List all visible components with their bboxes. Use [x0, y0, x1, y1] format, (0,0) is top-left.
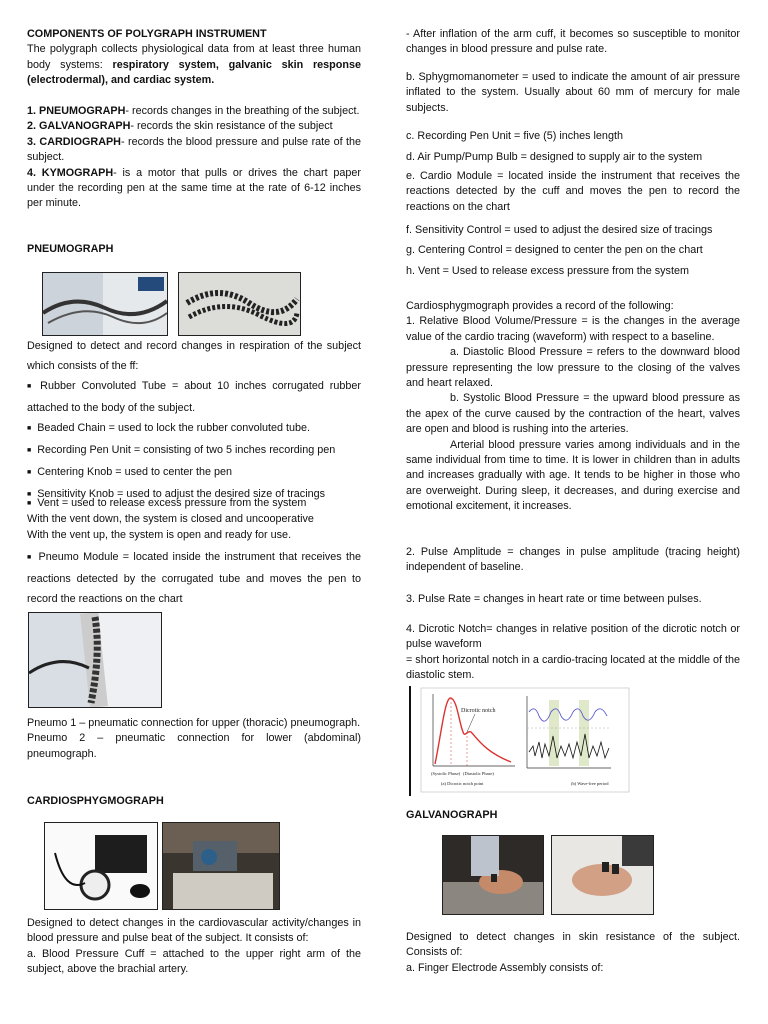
intro-systems: respiratory system, galvanic skin response (electrodermal), and cardiac system.	[27, 58, 361, 87]
pneumograph-parts-list	[27, 376, 361, 506]
pneumograph-photo-2	[178, 272, 301, 336]
cardio-records-block	[406, 299, 740, 515]
vent-block	[27, 496, 361, 543]
cardio-item-e: e. Cardio Module = located inside the instrument that receives the reactions detected by the cuff and moves the pen to record the reactions on the chart	[406, 170, 740, 213]
pneumo-connections	[27, 716, 361, 762]
component-item-2: 2. GALVANOGRAPH- records the skin resistance of the subject	[27, 120, 333, 133]
cardio-exam-photo	[162, 822, 280, 910]
cardio-item-d: d. Air Pump/Pump Bulb = designed to supply air to the system	[406, 151, 703, 163]
components-list	[27, 104, 361, 212]
list-item: ■ Vent = used to release excess pressure from the system	[27, 496, 361, 512]
provides-intro: Cardiosphygmograph provides a record of the following:	[406, 300, 674, 312]
intro-text: The polygraph collects physiological data from at least three human body systems:	[27, 43, 361, 71]
galvanograph-block	[406, 930, 740, 976]
dicrotic-notch-def: = short horizontal notch in a cardio-tracing located at the middle of the diastolic stem.	[406, 653, 740, 682]
dicrotic-notch-item: 4. Dicrotic Notch= changes in relative position of the dicrotic notch or pulse waveform	[406, 623, 740, 651]
notch-label: Dicrotic notch	[461, 708, 496, 714]
vent-down-note: With the vent down, the system is closed and uncooperative	[27, 513, 314, 526]
systolic-item: b. Systolic Blood Pressure = the upward blood pressure as the apex of the curve caused by the contraction of the heart, valves are open and blood is rushing into the arteries.	[406, 392, 740, 436]
pneumograph-description: Designed to detect and record changes in respiration of the subject which consists of the ff:	[27, 340, 361, 372]
pneumograph-heading: PNEUMOGRAPH	[27, 243, 114, 255]
sphygmomanometer-item: b. Sphygmomanometer = used to indicate the amount of air pressure inflated to the system. Usually about 60 mm of mercury for male subjects.	[406, 71, 740, 114]
pneumograph-photo-3	[28, 612, 162, 708]
list-item: ■ Beaded Chain = used to lock the rubber convoluted tube.	[27, 418, 361, 440]
cardio-item-g: g. Centering Control = designed to center the pen on the chart	[406, 244, 703, 256]
component-item-1: 1. PNEUMOGRAPH- records changes in the breathing of the subject.	[27, 105, 360, 117]
cardio-item-h: h. Vent = Used to release excess pressure from the system	[406, 265, 689, 277]
list-item: ■ Recording Pen Unit = consisting of two 5 inches recording pen	[27, 440, 361, 462]
cardio-item-a: a. Blood Pressure Cuff = attached to the upper right arm of the subject, above the brachial artery.	[27, 947, 361, 976]
dicrotic-block	[406, 622, 740, 684]
cardiosphygmograph-heading: CARDIOSPHYGMOGRAPH	[27, 795, 164, 807]
galvanograph-heading: GALVANOGRAPH	[406, 809, 498, 821]
galvanograph-photo-2	[551, 835, 654, 915]
vent-up-note: With the vent up, the system is open and ready for use.	[27, 528, 292, 541]
pneumo-2-note: Pneumo 2 – pneumatic connection for lower (abdominal) pneumograph.	[27, 732, 361, 760]
list-item: ■ Centering Knob = used to center the pen	[27, 462, 361, 484]
cuff-photo	[44, 822, 158, 910]
intro-block	[27, 27, 361, 89]
pneumo-module-item: ■ Pneumo Module = located inside the instrument that receives the reactions detected by the corrugated tube and moves the pen to record the reactions on the chart	[27, 547, 361, 609]
cardio-description: Designed to detect changes in the cardiovascular activity/changes in blood pressure and pulse beat of the subject. It consists of:	[27, 917, 361, 945]
relative-blood-volume: 1. Relative Blood Volume/Pressure = is the changes in the average value of the cardio tracing (waveform) with respect to a baseline.	[406, 315, 740, 343]
pneumograph-photo-1	[42, 272, 168, 336]
diastolic-phase-label: (Diastolic Phase)	[463, 771, 494, 776]
pulse-rate-item: 3. Pulse Rate = changes in heart rate or time between pulses.	[406, 593, 702, 605]
galvanograph-description: Designed to detect changes in skin resistance of the subject. Consists of:	[406, 931, 740, 959]
list-item: ■ Rubber Convoluted Tube = about 10 inches corrugated rubber attached to the body of the subject.	[27, 376, 361, 418]
arterial-pressure-note: Arterial blood pressure varies among individuals and in the same individual from time to time. It is lower in children than in adults and increases gradually with age. It tends to be higher in those who are overweight. During sleep, it decreases, and during exercise and emotional excitement, it increases.	[406, 438, 740, 513]
galvanograph-photo-1	[442, 835, 544, 915]
systolic-phase-label: (Systolic Phase)	[431, 771, 461, 776]
component-item-3: 3. CARDIOGRAPH- records the blood pressure and pulse rate of the subject.	[27, 135, 361, 164]
galvanograph-item-a: a. Finger Electrode Assembly consists of:	[406, 961, 604, 974]
cardio-block	[27, 916, 361, 978]
list-item: ■ Sensitivity Knob = used to adjust the desired size of tracings	[27, 484, 361, 506]
dicrotic-notch-figure	[409, 686, 637, 796]
caption-a: (a) Dicrotic notch point	[441, 781, 484, 786]
diastolic-item: a. Diastolic Blood Pressure = refers to the downward blood pressure representing the low pressure to the closing of the valves and heart relaxed.	[406, 346, 740, 390]
pulse-amplitude-item: 2. Pulse Amplitude = changes in pulse amplitude (tracing height) independent of baseline.	[406, 546, 740, 574]
caption-b: (b) Wave-free period	[571, 781, 609, 786]
pneumo-1-note: Pneumo 1 – pneumatic connection for upper (thoracic) pneumograph.	[27, 717, 361, 729]
page-heading: COMPONENTS OF POLYGRAPH INSTRUMENT	[27, 28, 267, 40]
cardio-item-c: c. Recording Pen Unit = five (5) inches length	[406, 130, 623, 142]
cardio-item-f: f. Sensitivity Control = used to adjust the desired size of tracings	[406, 224, 713, 236]
component-item-4: 4. KYMOGRAPH- is a motor that pulls or drives the chart paper under the recording pen at the same time at the rate of 6-12 inches per minute.	[27, 166, 361, 210]
cuff-note: - After inflation of the arm cuff, it becomes so susceptible to monitor changes in blood pressure and pulse rate.	[406, 28, 740, 56]
